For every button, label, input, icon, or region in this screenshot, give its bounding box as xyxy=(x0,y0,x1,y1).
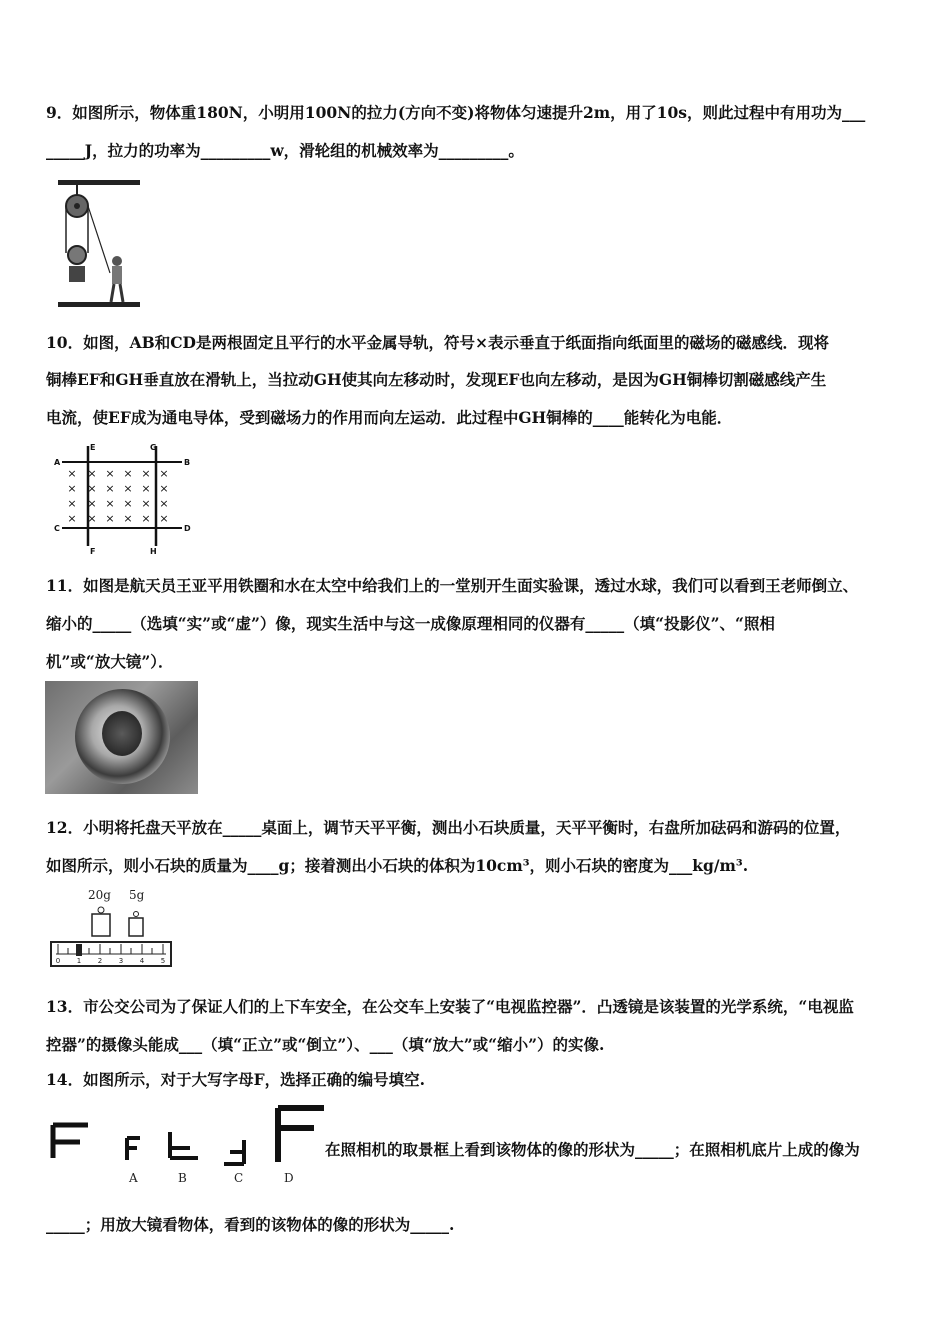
svg-text:×: × xyxy=(67,497,77,510)
q12-line-2: 如图所示，则小石块的质量为____g；接着测出小石块的体积为10cm³，则小石块的密度为___kg/m³. xyxy=(46,856,749,875)
svg-text:D: D xyxy=(184,524,191,533)
svg-text:×: × xyxy=(105,512,115,525)
svg-text:×: × xyxy=(87,512,97,525)
svg-text:×: × xyxy=(141,467,151,480)
q11-line-3: 机”或“放大镜”）． xyxy=(46,652,174,671)
svg-text:×: × xyxy=(67,512,77,525)
rails-magnetic-field-figure xyxy=(52,440,194,555)
svg-text:×: × xyxy=(141,482,151,495)
svg-text:C: C xyxy=(234,1171,244,1185)
svg-text:20g: 20g xyxy=(88,888,111,902)
q14-line-1: 14．如图所示，对于大写字母F，选择正确的编号填空. xyxy=(46,1070,425,1089)
pulley-figure xyxy=(55,178,145,313)
svg-text:3: 3 xyxy=(118,957,124,965)
svg-text:×: × xyxy=(159,497,169,510)
svg-text:×: × xyxy=(159,482,169,495)
svg-text:×: × xyxy=(87,482,97,495)
svg-text:×: × xyxy=(87,497,97,510)
q11-line-1: 11．如图是航天员王亚平用铁圈和水在太空中给我们上的一堂别开生面实验课，透过水球，我们可以看到王老师倒立、 xyxy=(46,576,859,595)
q13-line-1: 13．市公交公司为了保证人们的上下车安全，在公交车上安装了“电视监控器”．凸透镜是该装置的光学系统，“电视监 xyxy=(46,997,854,1016)
svg-text:B: B xyxy=(184,458,191,467)
svg-text:×: × xyxy=(159,512,169,525)
svg-text:×: × xyxy=(105,497,115,510)
svg-text:×: × xyxy=(67,467,77,480)
q10-line-3: 电流，使EF成为通电导体，受到磁场力的作用而向左运动．此过程中GH铜棒的____能转化为电能． xyxy=(46,408,733,427)
svg-text:×: × xyxy=(159,467,169,480)
svg-text:×: × xyxy=(123,512,133,525)
svg-text:×: × xyxy=(123,467,133,480)
q10-line-1: 10．如图，AB和CD是两根固定且平行的水平金属导轨，符号×表示垂直于纸面指向纸面里的磁场的磁感线．现将 xyxy=(46,333,829,352)
q13-line-2: 控器”的摄像头能成___（填“正立”或“倒立”）、___（填“放大”或“缩小”）的实像. xyxy=(46,1035,605,1054)
svg-text:A: A xyxy=(54,458,61,467)
svg-text:×: × xyxy=(123,497,133,510)
water-ball-photo xyxy=(45,681,198,794)
svg-text:E: E xyxy=(90,443,96,452)
svg-text:×: × xyxy=(105,482,115,495)
q14-line-2: 在照相机的取景框上看到该物体的像的形状为_____；在照相机底片上成的像为 xyxy=(325,1140,860,1159)
q11-line-2: 缩小的_____（选填“实”或“虚”）像，现实生活中与这一成像原理相同的仪器有_____（填“投影仪”、“照相 xyxy=(46,614,775,633)
svg-text:1: 1 xyxy=(76,957,82,965)
letter-f-options-figure xyxy=(48,1100,328,1190)
svg-text:5g: 5g xyxy=(129,888,145,902)
q12-line-1: 12．小明将托盘天平放在_____桌面上，调节天平平衡，测出小石块质量，天平平衡时，右盘所加砝码和游码的位置， xyxy=(46,818,851,837)
svg-text:×: × xyxy=(141,512,151,525)
svg-text:2: 2 xyxy=(97,957,103,965)
svg-text:×: × xyxy=(123,482,133,495)
svg-text:4: 4 xyxy=(139,957,145,965)
svg-text:F: F xyxy=(90,547,96,555)
svg-text:G: G xyxy=(150,443,157,452)
svg-text:A: A xyxy=(129,1171,138,1185)
svg-text:×: × xyxy=(87,467,97,480)
svg-text:×: × xyxy=(105,467,115,480)
svg-text:C: C xyxy=(54,524,60,533)
q10-line-2: 铜棒EF和GH垂直放在滑轨上，当拉动GH使其向左移动时，发现EF也向左移动，是因为GH铜棒切割磁感线产生 xyxy=(46,370,827,389)
svg-text:B: B xyxy=(178,1171,187,1185)
svg-text:×: × xyxy=(141,497,151,510)
q14-line-3: _____；用放大镜看物体，看到的该物体的像的形状为_____. xyxy=(46,1215,455,1234)
svg-text:×: × xyxy=(67,482,77,495)
svg-text:D: D xyxy=(284,1171,294,1185)
q9-line-2: _____J，拉力的功率为_________w，滑轮组的机械效率为_________。 xyxy=(46,141,524,160)
balance-weights-figure xyxy=(48,884,178,972)
svg-text:H: H xyxy=(150,547,157,555)
svg-text:5: 5 xyxy=(160,957,166,965)
svg-text:0: 0 xyxy=(55,957,61,965)
q9-line-1: 9．如图所示，物体重180N，小明用100N的拉力(方向不变)将物体匀速提升2m，用了10s，则此过程中有用功为___ xyxy=(46,103,866,122)
